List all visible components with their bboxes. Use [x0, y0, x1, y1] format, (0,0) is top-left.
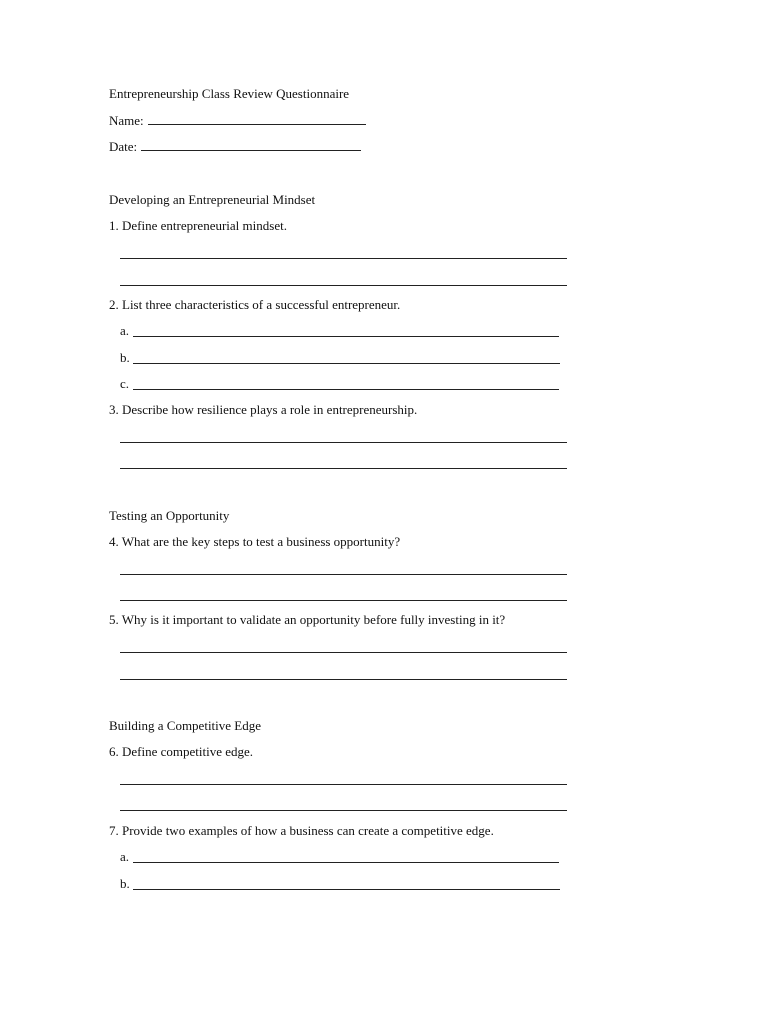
name-label: Name:: [109, 113, 144, 128]
answer-line[interactable]: [120, 600, 567, 601]
question-text: 1. Define entrepreneurial mindset.: [109, 218, 287, 233]
answer-line[interactable]: [120, 784, 567, 785]
answer-line[interactable]: [120, 258, 567, 259]
answer-line[interactable]: [120, 574, 567, 575]
worksheet-title: Entrepreneurship Class Review Questionnaire: [109, 86, 350, 101]
answer-line[interactable]: [120, 468, 567, 469]
item-answer-line[interactable]: [133, 862, 559, 863]
date-label: Date:: [109, 139, 138, 154]
item-answer-line[interactable]: [133, 389, 559, 390]
date-field-row: [109, 138, 361, 155]
answer-line[interactable]: [120, 285, 567, 286]
question-text: 5. Why is it important to validate an opportunity before fully investing in it?: [109, 612, 506, 627]
section-heading: Developing an Entrepreneurial Mindset: [109, 192, 316, 207]
answer-line[interactable]: [120, 679, 567, 680]
answer-line[interactable]: [120, 810, 567, 811]
section-heading: Building a Competitive Edge: [109, 718, 262, 733]
question-text: 7. Provide two examples of how a business can create a competitive edge.: [109, 823, 494, 838]
item-answer-line[interactable]: [133, 336, 559, 337]
question-text: 4. What are the key steps to test a business opportunity?: [109, 534, 401, 549]
item-label: c.: [120, 376, 130, 391]
section-heading: Testing an Opportunity: [109, 508, 230, 523]
item-answer-line[interactable]: [133, 889, 560, 890]
name-field-row: [109, 112, 366, 129]
item-label: a.: [120, 849, 130, 864]
item-answer-line[interactable]: [133, 363, 560, 364]
answer-line[interactable]: [120, 442, 567, 443]
name-answer-line[interactable]: [148, 112, 366, 125]
date-answer-line[interactable]: [141, 138, 361, 151]
item-label: a.: [120, 323, 130, 338]
answer-line[interactable]: [120, 652, 567, 653]
item-label: b.: [120, 876, 130, 891]
question-text: 2. List three characteristics of a successful entrepreneur.: [109, 297, 401, 312]
question-text: 6. Define competitive edge.: [109, 744, 254, 759]
item-label: b.: [120, 350, 130, 365]
question-text: 3. Describe how resilience plays a role in entrepreneurship.: [109, 402, 418, 417]
